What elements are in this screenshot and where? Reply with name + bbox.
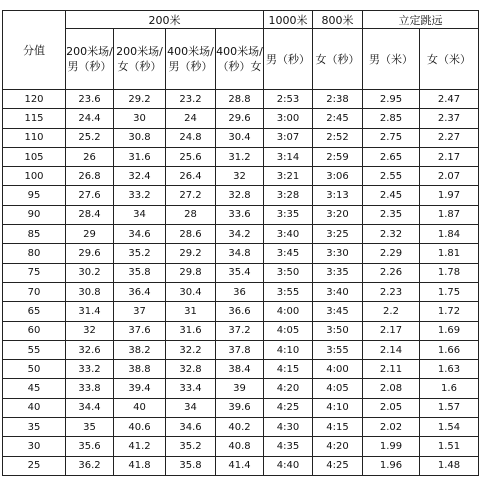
table-cell: 3:07 — [264, 128, 313, 147]
table-cell: 24.8 — [166, 128, 216, 147]
score-cell: 85 — [3, 225, 66, 244]
subheader-200m-female: 200米场/女（秒） — [114, 29, 166, 90]
table-cell: 3:20 — [313, 205, 363, 224]
header-row-groups — [3, 11, 479, 29]
table-cell: 25.6 — [166, 147, 216, 166]
table-row — [3, 437, 479, 456]
table-cell: 1.84 — [420, 225, 479, 244]
table-cell: 39 — [216, 379, 264, 398]
table-cell: 31.6 — [114, 147, 166, 166]
table-row — [3, 263, 479, 282]
table-cell: 40.8 — [216, 437, 264, 456]
table-cell: 32.4 — [114, 167, 166, 186]
table-cell: 4:00 — [313, 360, 363, 379]
table-cell: 34.2 — [216, 225, 264, 244]
score-cell: 35 — [3, 418, 66, 437]
table-cell: 4:20 — [264, 379, 313, 398]
table-cell: 36.4 — [114, 282, 166, 301]
table-cell: 28.4 — [66, 205, 114, 224]
table-cell: 3:40 — [313, 282, 363, 301]
table-cell: 2.32 — [363, 225, 420, 244]
table-cell: 32.8 — [166, 360, 216, 379]
table-cell: 30.4 — [216, 128, 264, 147]
table-cell: 2.37 — [420, 109, 479, 128]
table-cell: 37.2 — [216, 321, 264, 340]
table-cell: 29.6 — [66, 244, 114, 263]
table-cell: 3:21 — [264, 167, 313, 186]
table-cell: 30.4 — [166, 282, 216, 301]
table-cell: 4:10 — [264, 340, 313, 359]
table-cell: 2.55 — [363, 167, 420, 186]
table-row — [3, 456, 479, 475]
group-header-800m: 800米 — [313, 11, 363, 29]
table-cell: 3:14 — [264, 147, 313, 166]
table-cell: 1.54 — [420, 418, 479, 437]
table-cell: 1.99 — [363, 437, 420, 456]
table-cell: 29 — [66, 225, 114, 244]
table-cell: 3:55 — [313, 340, 363, 359]
table-row — [3, 90, 479, 109]
table-cell: 35.8 — [166, 456, 216, 475]
table-cell: 1.48 — [420, 456, 479, 475]
score-cell: 90 — [3, 205, 66, 224]
table-cell: 37.8 — [216, 340, 264, 359]
table-row — [3, 128, 479, 147]
table-cell: 40.6 — [114, 418, 166, 437]
table-cell: 28.6 — [166, 225, 216, 244]
table-cell: 39.6 — [216, 398, 264, 417]
table-cell: 37.6 — [114, 321, 166, 340]
table-cell: 35.6 — [66, 437, 114, 456]
score-cell: 65 — [3, 302, 66, 321]
score-cell: 30 — [3, 437, 66, 456]
score-cell: 110 — [3, 128, 66, 147]
score-cell: 80 — [3, 244, 66, 263]
table-cell: 2.05 — [363, 398, 420, 417]
table-cell: 26.8 — [66, 167, 114, 186]
table-cell: 31.2 — [216, 147, 264, 166]
table-cell: 1.63 — [420, 360, 479, 379]
table-cell: 3:13 — [313, 186, 363, 205]
score-cell: 60 — [3, 321, 66, 340]
table-cell: 2.17 — [420, 147, 479, 166]
table-cell: 1.69 — [420, 321, 479, 340]
table-cell: 32 — [216, 167, 264, 186]
table-cell: 29.8 — [166, 263, 216, 282]
table-cell: 38.2 — [114, 340, 166, 359]
table-cell: 2.45 — [363, 186, 420, 205]
table-cell: 33.2 — [66, 360, 114, 379]
table-row — [3, 360, 479, 379]
table-cell: 29.6 — [216, 109, 264, 128]
table-cell: 4:10 — [313, 398, 363, 417]
table-row — [3, 244, 479, 263]
table-cell: 1.96 — [363, 456, 420, 475]
table-cell: 36.6 — [216, 302, 264, 321]
score-cell: 50 — [3, 360, 66, 379]
subheader-1000m-male: 男（秒） — [264, 29, 313, 90]
table-cell: 27.6 — [66, 186, 114, 205]
table-cell: 28 — [166, 205, 216, 224]
table-cell: 4:15 — [313, 418, 363, 437]
table-cell: 2.08 — [363, 379, 420, 398]
table-cell: 35 — [66, 418, 114, 437]
table-cell: 3:45 — [264, 244, 313, 263]
table-cell: 4:05 — [264, 321, 313, 340]
table-cell: 2.75 — [363, 128, 420, 147]
table-cell: 38.4 — [216, 360, 264, 379]
table-cell: 3:45 — [313, 302, 363, 321]
table-row — [3, 167, 479, 186]
table-cell: 1.97 — [420, 186, 479, 205]
table-cell: 3:35 — [264, 205, 313, 224]
score-cell: 70 — [3, 282, 66, 301]
table-cell: 30.8 — [66, 282, 114, 301]
table-cell: 1.6 — [420, 379, 479, 398]
score-cell: 25 — [3, 456, 66, 475]
table-cell: 3:55 — [264, 282, 313, 301]
score-cell: 115 — [3, 109, 66, 128]
table-body — [3, 90, 479, 476]
table-cell: 35.2 — [114, 244, 166, 263]
score-cell: 45 — [3, 379, 66, 398]
table-cell: 2.11 — [363, 360, 420, 379]
table-cell: 2.17 — [363, 321, 420, 340]
table-cell: 25.2 — [66, 128, 114, 147]
table-cell: 40 — [114, 398, 166, 417]
table-cell: 3:06 — [313, 167, 363, 186]
table-cell: 2.26 — [363, 263, 420, 282]
table-cell: 23.6 — [66, 90, 114, 109]
table-cell: 4:15 — [264, 360, 313, 379]
table-cell: 31 — [166, 302, 216, 321]
table-cell: 31.4 — [66, 302, 114, 321]
table-cell: 29.2 — [166, 244, 216, 263]
table-cell: 3:00 — [264, 109, 313, 128]
table-cell: 32.6 — [66, 340, 114, 359]
table-cell: 1.78 — [420, 263, 479, 282]
table-cell: 1.87 — [420, 205, 479, 224]
table-row — [3, 302, 479, 321]
table-cell: 2.23 — [363, 282, 420, 301]
table-cell: 28.8 — [216, 90, 264, 109]
score-header: 分值 — [3, 11, 66, 90]
table-cell: 24 — [166, 109, 216, 128]
table-cell: 39.4 — [114, 379, 166, 398]
table-header — [3, 11, 479, 90]
table-cell: 35.8 — [114, 263, 166, 282]
table-cell: 1.51 — [420, 437, 479, 456]
table-row — [3, 147, 479, 166]
table-cell: 4:25 — [313, 456, 363, 475]
table-cell: 34 — [114, 205, 166, 224]
table-cell: 34 — [166, 398, 216, 417]
table-cell: 1.57 — [420, 398, 479, 417]
table-cell: 1.72 — [420, 302, 479, 321]
table-cell: 33.4 — [166, 379, 216, 398]
table-cell: 30.2 — [66, 263, 114, 282]
table-cell: 41.4 — [216, 456, 264, 475]
table-cell: 2.27 — [420, 128, 479, 147]
table-row — [3, 109, 479, 128]
table-cell: 32.8 — [216, 186, 264, 205]
table-cell: 3:25 — [313, 225, 363, 244]
table-cell: 40.2 — [216, 418, 264, 437]
group-header-200m: 200米 — [66, 11, 264, 29]
table-cell: 2.35 — [363, 205, 420, 224]
table-cell: 3:50 — [313, 321, 363, 340]
table-cell: 1.75 — [420, 282, 479, 301]
score-cell: 100 — [3, 167, 66, 186]
table-cell: 2.85 — [363, 109, 420, 128]
table-cell: 27.2 — [166, 186, 216, 205]
table-cell: 26 — [66, 147, 114, 166]
table-cell: 32.2 — [166, 340, 216, 359]
subheader-200m-male: 200米场/男（秒） — [66, 29, 114, 90]
group-header-standing-jump: 立定跳远 — [363, 11, 479, 29]
table-row — [3, 340, 479, 359]
table-cell: 4:25 — [264, 398, 313, 417]
score-cell: 75 — [3, 263, 66, 282]
table-cell: 34.8 — [216, 244, 264, 263]
table-cell: 32 — [66, 321, 114, 340]
table-cell: 30 — [114, 109, 166, 128]
table-cell: 4:00 — [264, 302, 313, 321]
table-cell: 4:05 — [313, 379, 363, 398]
table-cell: 31.6 — [166, 321, 216, 340]
table-cell: 2.14 — [363, 340, 420, 359]
table-cell: 1.66 — [420, 340, 479, 359]
table-cell: 4:40 — [264, 456, 313, 475]
table-cell: 2.47 — [420, 90, 479, 109]
score-cell: 40 — [3, 398, 66, 417]
table-cell: 2.2 — [363, 302, 420, 321]
table-cell: 2:53 — [264, 90, 313, 109]
table-cell: 2:38 — [313, 90, 363, 109]
table-cell: 33.2 — [114, 186, 166, 205]
table-row — [3, 398, 479, 417]
table-cell: 29.2 — [114, 90, 166, 109]
table-cell: 38.8 — [114, 360, 166, 379]
table-row — [3, 321, 479, 340]
table-row — [3, 205, 479, 224]
subheader-jump-male: 男（米） — [363, 29, 420, 90]
score-table — [2, 10, 479, 476]
table-cell: 2.95 — [363, 90, 420, 109]
subheader-800m-female: 女（秒） — [313, 29, 363, 90]
table-cell: 3:40 — [264, 225, 313, 244]
table-row — [3, 379, 479, 398]
table-cell: 41.8 — [114, 456, 166, 475]
score-cell: 120 — [3, 90, 66, 109]
table-cell: 33.6 — [216, 205, 264, 224]
table-cell: 24.4 — [66, 109, 114, 128]
table-cell: 36.2 — [66, 456, 114, 475]
table-cell: 2.07 — [420, 167, 479, 186]
table-cell: 34.6 — [114, 225, 166, 244]
table-cell: 4:35 — [264, 437, 313, 456]
subheader-400m-female: 400米场/（秒）女 — [216, 29, 264, 90]
table-cell: 41.2 — [114, 437, 166, 456]
table-cell: 35.2 — [166, 437, 216, 456]
table-row — [3, 225, 479, 244]
table-cell: 3:28 — [264, 186, 313, 205]
table-cell: 23.2 — [166, 90, 216, 109]
table-cell: 2.65 — [363, 147, 420, 166]
subheader-jump-female: 女（米） — [420, 29, 479, 90]
table-cell: 3:50 — [264, 263, 313, 282]
table-cell: 35.4 — [216, 263, 264, 282]
table-cell: 34.4 — [66, 398, 114, 417]
table-row — [3, 186, 479, 205]
table-cell: 3:35 — [313, 263, 363, 282]
table-cell: 26.4 — [166, 167, 216, 186]
table-cell: 2:45 — [313, 109, 363, 128]
table-cell: 2.02 — [363, 418, 420, 437]
table-cell: 1.81 — [420, 244, 479, 263]
score-cell: 55 — [3, 340, 66, 359]
table-cell: 2.29 — [363, 244, 420, 263]
table-cell: 30.8 — [114, 128, 166, 147]
subheader-400m-male: 400米场/男（秒） — [166, 29, 216, 90]
header-row-subcolumns — [3, 29, 479, 90]
table-cell: 37 — [114, 302, 166, 321]
score-cell: 105 — [3, 147, 66, 166]
table-cell: 4:30 — [264, 418, 313, 437]
table-cell: 3:30 — [313, 244, 363, 263]
table-cell: 34.6 — [166, 418, 216, 437]
table-cell: 33.8 — [66, 379, 114, 398]
table-row — [3, 418, 479, 437]
table-cell: 4:20 — [313, 437, 363, 456]
table-cell: 36 — [216, 282, 264, 301]
score-cell: 95 — [3, 186, 66, 205]
table-row — [3, 282, 479, 301]
table-cell: 2:52 — [313, 128, 363, 147]
table-cell: 2:59 — [313, 147, 363, 166]
group-header-1000m: 1000米 — [264, 11, 313, 29]
